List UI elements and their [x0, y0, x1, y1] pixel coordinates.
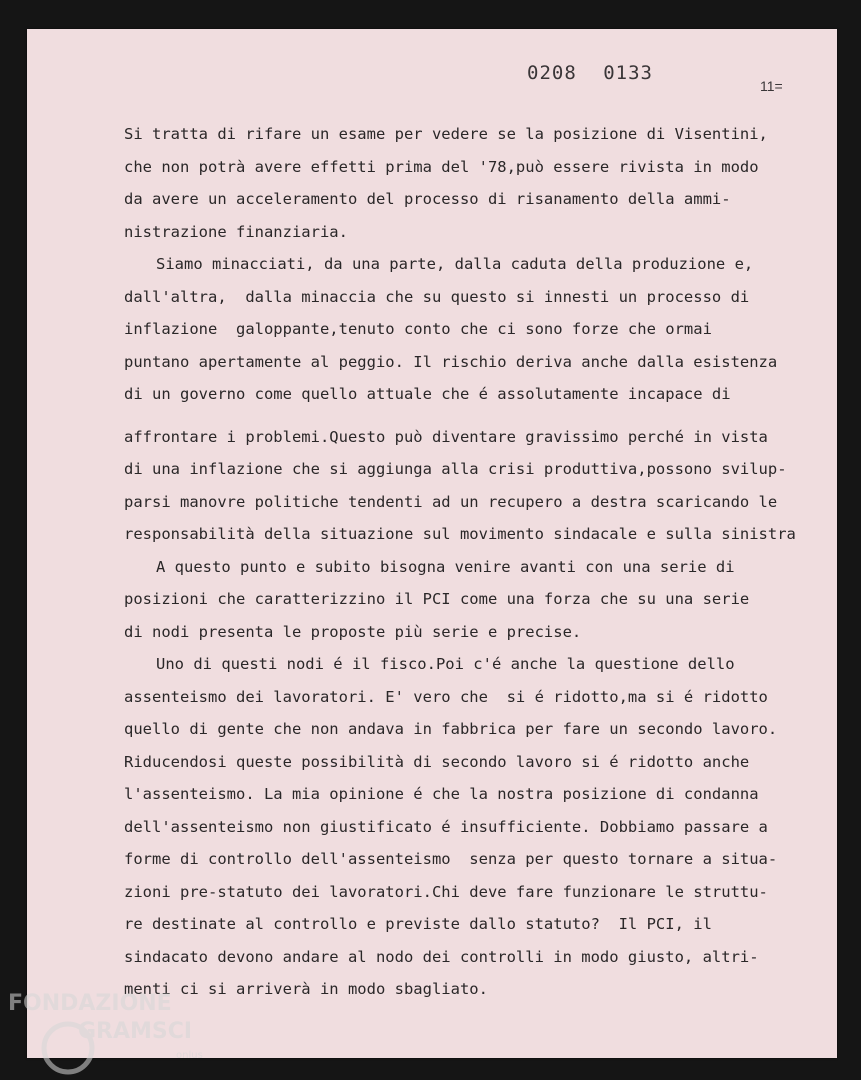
text-line: dall'altra, dalla minaccia che su questo si innesti un processo di	[124, 287, 750, 306]
text-line: nistrazione finanziaria.	[124, 222, 348, 241]
text-line: di nodi presenta le proposte più serie e precise.	[124, 622, 582, 641]
text-line: inflazione galoppante,tenuto conto che ci sono forze che ormai	[124, 320, 712, 338]
text-line: di un governo come quello attuale che é assolutamente incapace di	[124, 385, 731, 403]
text-line: sindacato devono andare al nodo dei controlli in modo giusto, altri-	[124, 947, 759, 966]
watermark-line2: GRAMSCI	[78, 1019, 193, 1044]
text-line: Riducendosi queste possibilità di secondo lavoro si é ridotto anche	[124, 752, 750, 771]
page-number: 11=	[760, 78, 783, 94]
fondazione-gramsci-watermark	[6, 988, 216, 1078]
text-line: parsi manovre politiche tendenti ad un recupero a destra scaricando le	[124, 492, 778, 511]
watermark-line3: onlus	[176, 1050, 203, 1061]
text-line: posizioni che caratterizzino il PCI come una forza che su una serie	[124, 590, 750, 608]
text-line: A questo punto e subito bisogna venire avanti con una serie di	[156, 557, 735, 576]
text-line: da avere un acceleramento del processo di risanamento della ammi-	[124, 190, 731, 208]
watermark-line1: FONDAZIONE	[8, 991, 172, 1016]
text-line: Siamo minacciati, da una parte, dalla caduta della produzione e,	[156, 255, 754, 273]
text-line: Uno di questi nodi é il fisco.Poi c'é anche la questione dello	[156, 655, 735, 673]
text-line: puntano apertamente al peggio. Il rischio deriva anche dalla esistenza	[124, 352, 778, 371]
text-line: re destinate al controllo e previste dallo statuto? Il PCI, il	[124, 915, 712, 933]
text-line: assenteismo dei lavoratori. E' vero che si é ridotto,ma si é ridotto	[124, 687, 768, 706]
text-line: quello di gente che non andava in fabbrica per fare un secondo lavoro.	[124, 720, 778, 738]
text-line: dell'assenteismo non giustificato é insufficiente. Dobbiamo passare a	[124, 817, 768, 836]
text-line: Si tratta di rifare un esame per vedere se la posizione di Visentini,	[124, 125, 768, 143]
text-line: responsabilità della situazione sul movimento sindacale e sulla sinistra	[124, 525, 796, 543]
text-line: l'assenteismo. La mia opinione é che la nostra posizione di condanna	[124, 785, 759, 803]
text-line: che non potrà avere effetti prima del '78,può essere rivista in modo	[124, 157, 759, 176]
document-body	[124, 118, 824, 1006]
text-line: affrontare i problemi.Questo può diventare gravissimo perché in vista	[124, 427, 768, 446]
archive-number: 0208 0133	[527, 62, 653, 84]
text-line: menti ci si arriverà in modo sbagliato.	[124, 980, 488, 998]
text-line: zioni pre-statuto dei lavoratori.Chi deve fare funzionare le struttu-	[124, 882, 768, 901]
text-line: forme di controllo dell'assenteismo senza per questo tornare a situa-	[124, 850, 778, 868]
text-line: di una inflazione che si aggiunga alla crisi produttiva,possono svilup-	[124, 460, 787, 478]
